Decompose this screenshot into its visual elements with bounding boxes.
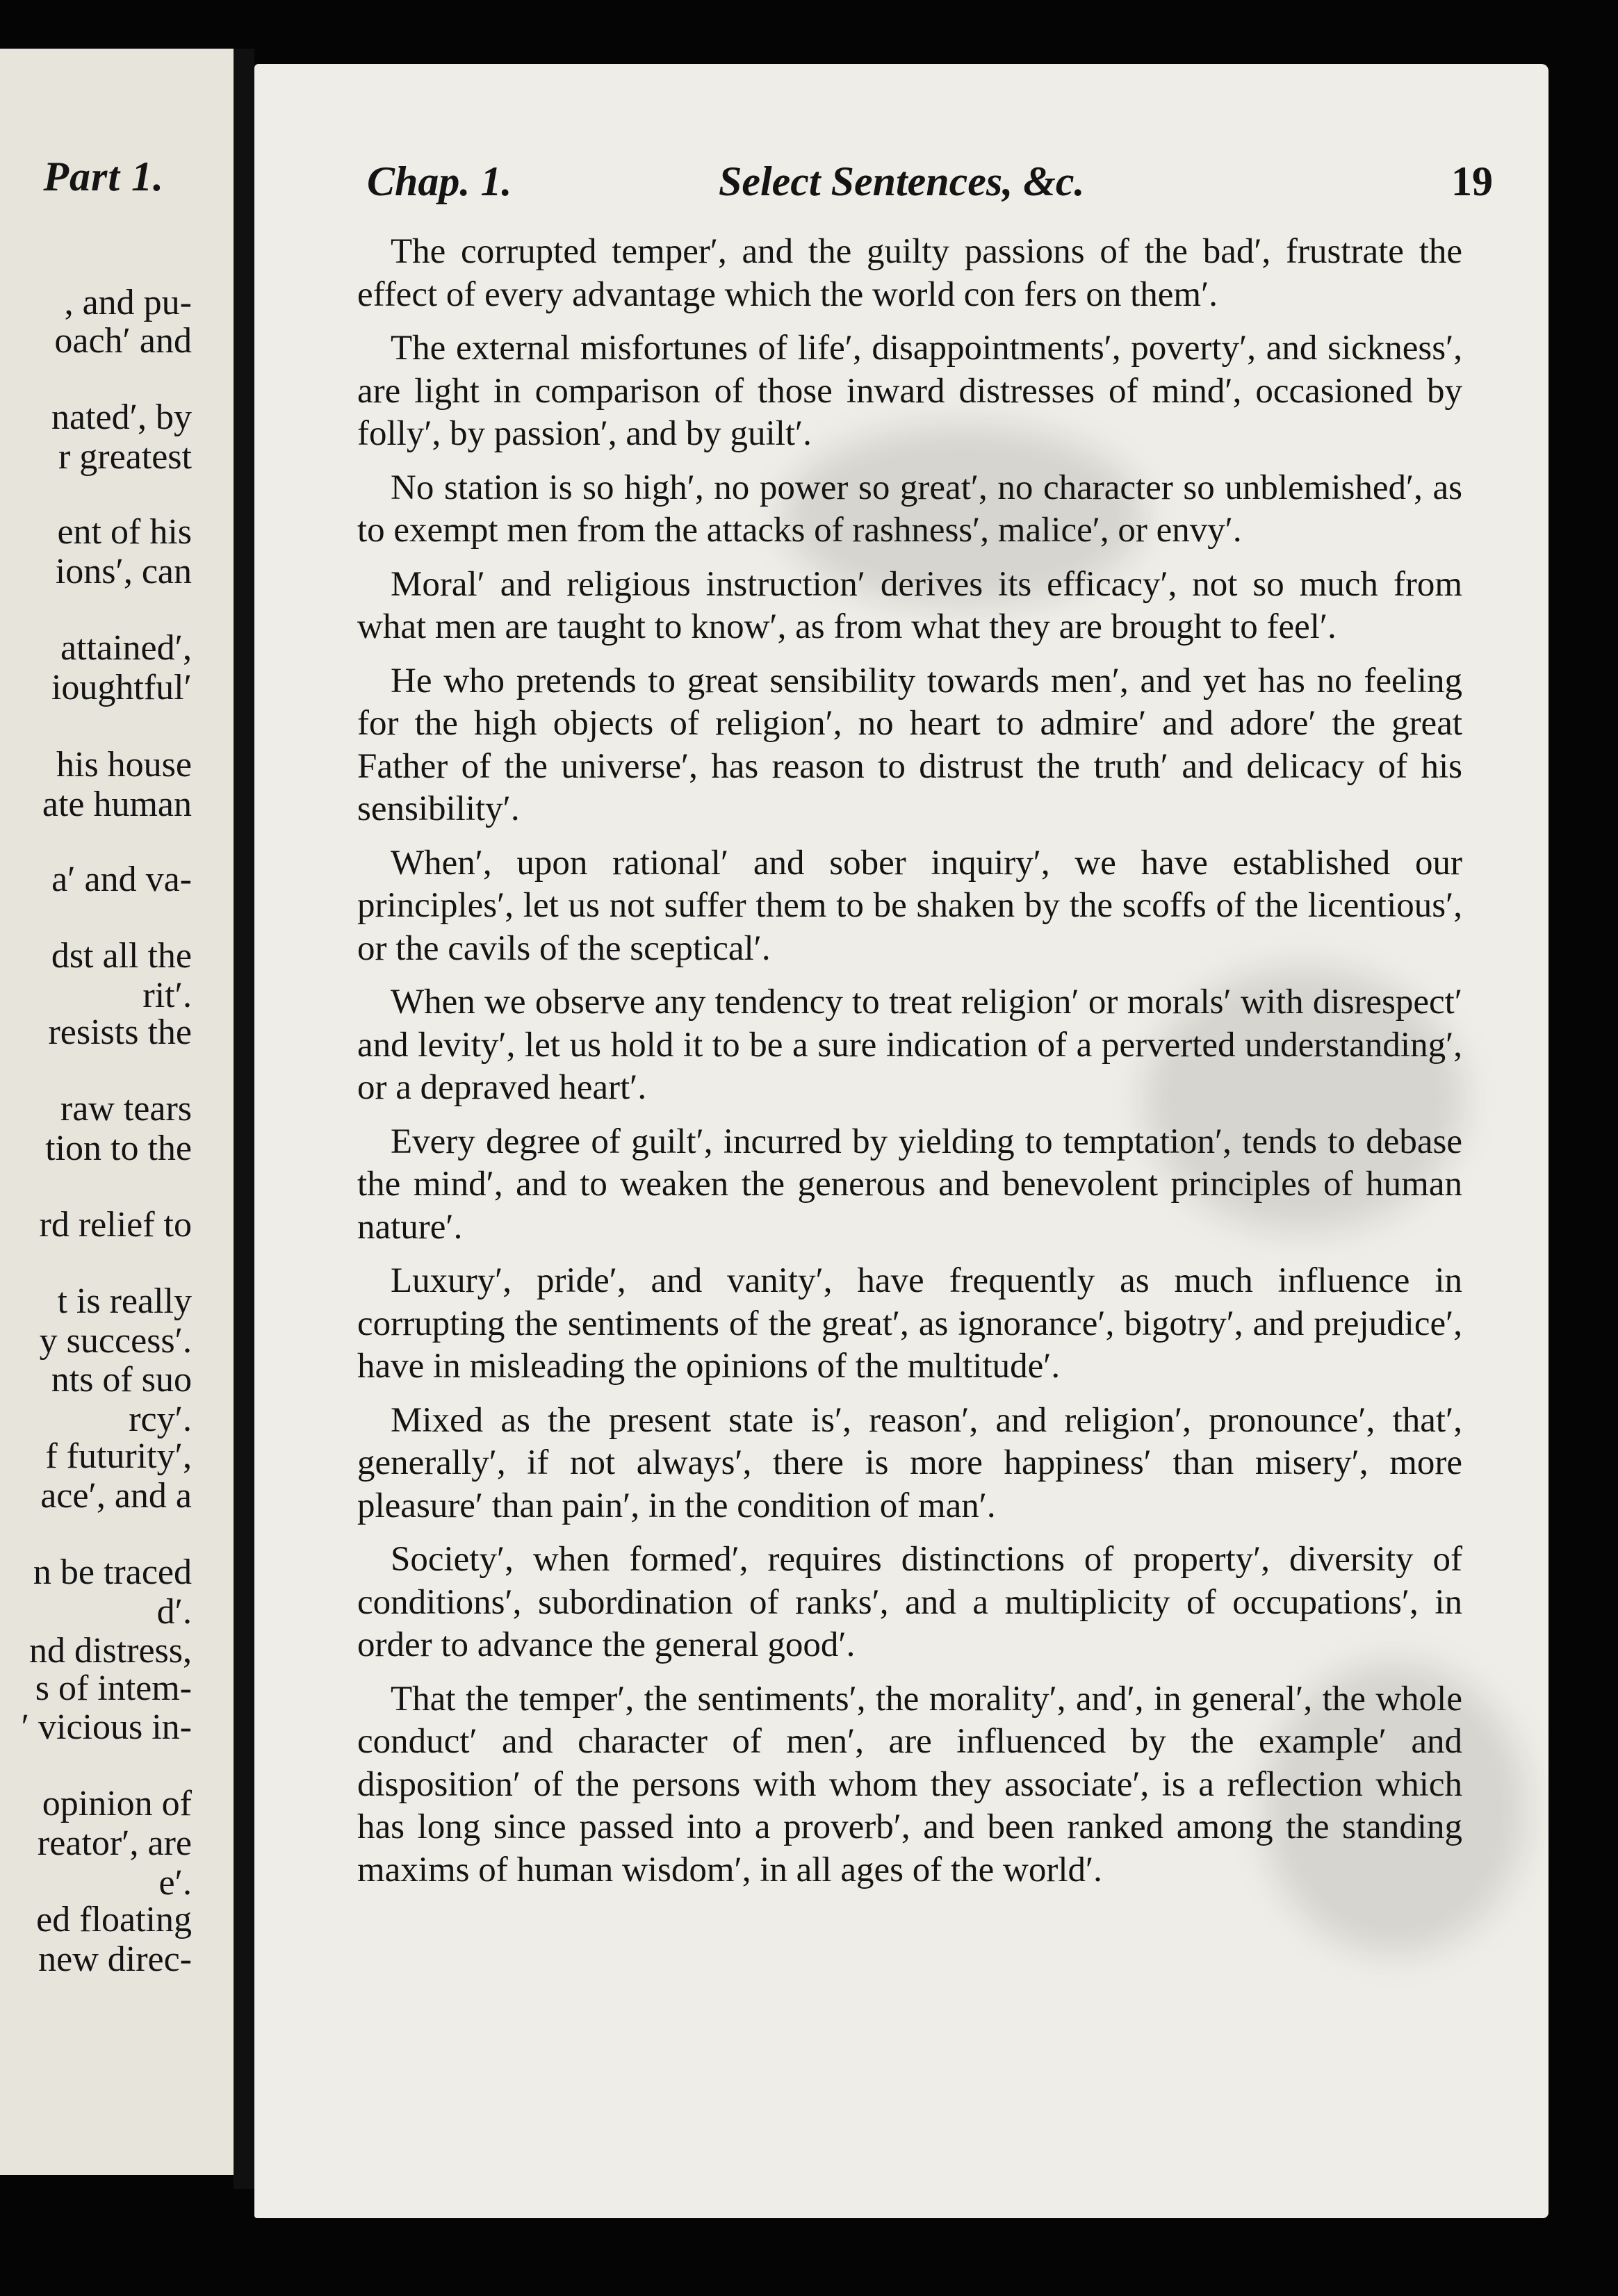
left-page-line: ace′, and a — [40, 1476, 192, 1516]
right-page — [254, 64, 1548, 2218]
left-page-line: , and pu- — [64, 283, 192, 322]
left-page-line: raw tears — [60, 1089, 192, 1129]
left-page-line: ate human — [42, 785, 192, 824]
left-page-line: tion to the — [45, 1129, 192, 1168]
left-page-line: t is really — [57, 1281, 192, 1321]
left-page-line: reator′, are — [37, 1823, 192, 1863]
left-page-line: rd relief to — [39, 1205, 192, 1245]
sentence-paragraph: When we observe any tendency to treat religion′ or morals′ with disrespect′ and levity′, let us hold it to be a sure indication of a perverted understanding′, or a depraved heart′. — [357, 983, 1462, 1107]
sentence-paragraph: He who pretends to great sensibility towards men′, and yet has no feeling for the high objects of religion′, no heart to admire′ and adore′ the great Father of the universe′, has reason to distrust the truth′ and delicacy of his sensibility′. — [357, 661, 1462, 828]
chapter-label: Chap. 1. — [367, 158, 512, 204]
running-title: Select Sentences, &c. — [719, 158, 1085, 204]
left-page-line: f futurity′, — [45, 1436, 192, 1476]
left-page-line: dst all the — [51, 936, 192, 976]
left-page-line: his house — [56, 745, 192, 785]
left-page-line: nd distress, — [29, 1631, 192, 1671]
sentence-paragraph: The external misfortunes of life′, disappointments′, poverty′, and sickness′, are light in comparison of those inward distresses of mind′, occasioned by folly′, by passion′, and by guilt′. — [357, 329, 1462, 453]
left-page-header: Part 1. — [43, 154, 164, 199]
book-gutter — [234, 49, 254, 2189]
left-page-line: opinion of — [42, 1784, 192, 1823]
left-page-line: nts of suo — [51, 1360, 192, 1400]
left-page-line: ′ vicious in- — [21, 1707, 192, 1747]
left-page-line: oach′ and — [54, 321, 192, 361]
sentence-paragraph: Society′, when formed′, requires distinctions of property′, diversity of conditions′, subordination of ranks′, and a multiplicity of occupations′, in order to advance the general good′. — [357, 1540, 1462, 1664]
left-page-line: y success′. — [39, 1321, 192, 1361]
left-page-line: rit′. — [142, 976, 192, 1015]
left-page-line: n be traced — [33, 1552, 192, 1592]
left-page-line: s of intem- — [35, 1668, 192, 1708]
left-page-line: ed floating — [36, 1900, 192, 1940]
left-page-line: new direc- — [38, 1940, 192, 1979]
left-page-line: r greatest — [58, 437, 192, 477]
page-number: 19 — [1451, 158, 1493, 204]
sentence-paragraph: Every degree of guilt′, incurred by yielding to temptation′, tends to debase the mind′, and to weaken the generous and benevolent principles of human nature′. — [357, 1122, 1462, 1247]
left-page-line: attained′, — [60, 628, 192, 668]
left-page-line: e′. — [158, 1863, 192, 1903]
left-page — [0, 49, 235, 2175]
sentence-paragraph: No station is so high′, no power so great′, no character so unblemished′, as to exempt men from the attacks of rashness′, malice′, or envy′. — [357, 468, 1462, 550]
body-text — [357, 231, 1462, 1903]
sentence-paragraph: When′, upon rational′ and sober inquiry′, we have established our principles′, let us not suffer them to be shaken by the scoffs of the licentious′, or the cavils of the sceptical′. — [357, 843, 1462, 968]
left-page-line: ent of his — [57, 512, 192, 552]
left-page-line: nated′, by — [51, 397, 192, 437]
left-page-line: d′. — [156, 1592, 192, 1632]
running-header — [367, 158, 1493, 213]
sentence-paragraph: That the temper′, the sentiments′, the morality′, and′, in general′, the whole conduct′ and character of men′, are influenced by the example′ and disposition′ of the persons with whom they associate′, is a reflection which has long since passed into a proverb′, and been ranked among the standing maxims of human wisdom′, in all ages of the world′. — [357, 1679, 1462, 1889]
left-page-line: ioughtful′ — [51, 668, 192, 707]
left-page-line: a′ and va- — [51, 860, 192, 899]
sentence-paragraph: The corrupted temper′, and the guilty passions of the bad′, frustrate the effect of every advantage which the world con fers on them′. — [357, 232, 1462, 314]
left-page-line: rcy′. — [129, 1400, 192, 1439]
sentence-paragraph: Luxury′, pride′, and vanity′, have frequently as much influence in corrupting the sentiments of the great′, as ignorance′, bigotry′, and prejudice′, have in misleading the opinions of the multitude′. — [357, 1261, 1462, 1386]
left-page-line: resists the — [48, 1012, 192, 1052]
sentence-paragraph: Mixed as the present state is′, reason′, and religion′, pronounce′, that′, generally′, if not always′, there is more happiness′ than misery′, more pleasure′ than pain′, in the condition of man′. — [357, 1400, 1462, 1525]
left-page-line: ions′, can — [55, 552, 192, 591]
sentence-paragraph: Moral′ and religious instruction′ derives its efficacy′, not so much from what men are taught to know′, as from what they are brought to feel′. — [357, 564, 1462, 646]
